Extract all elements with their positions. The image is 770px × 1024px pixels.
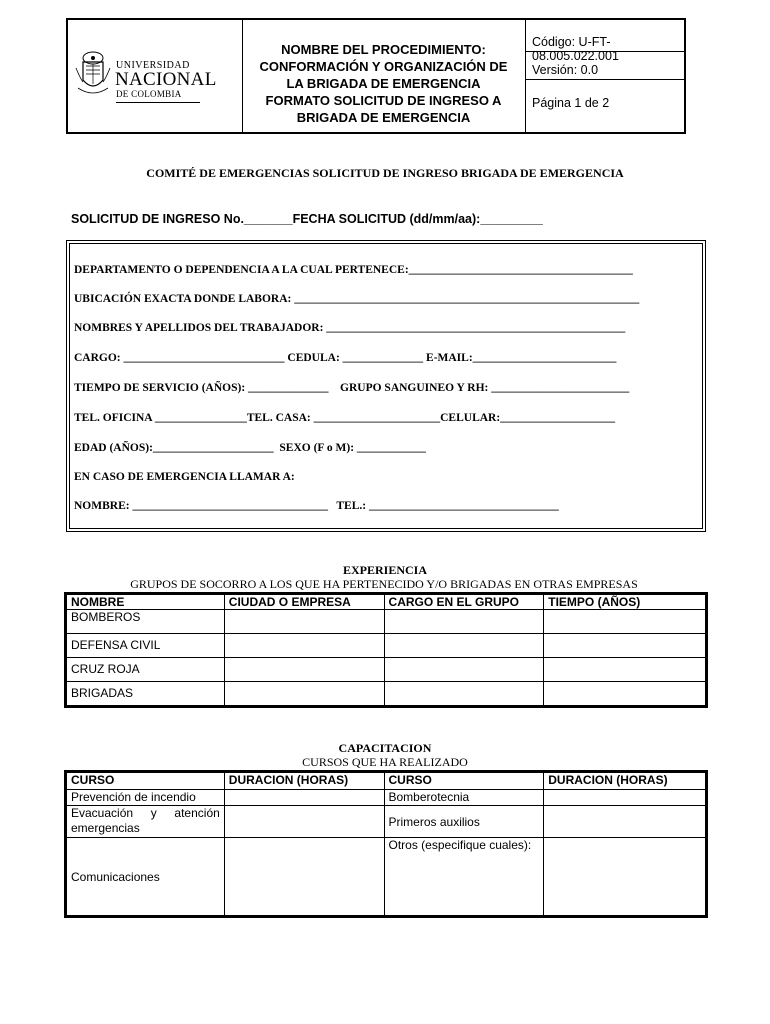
logo-rule: [116, 102, 200, 103]
course-communications: Comunicaciones: [67, 838, 225, 916]
field-position-id-email[interactable]: CARGO: ____________________________ CEDULA: ______________ E-MAIL:_________________________: [74, 352, 617, 364]
table-cell[interactable]: [544, 658, 706, 682]
table-cell[interactable]: [384, 682, 544, 706]
field-emergency-contact[interactable]: NOMBRE: __________________________________ TEL.: _________________________________: [74, 500, 559, 512]
col-header-course: CURSO: [67, 773, 225, 790]
table-cell[interactable]: [544, 682, 706, 706]
course-firefighting: Bomberotecnia: [384, 790, 544, 806]
document-meta-cell: [526, 20, 684, 132]
table-row: [67, 658, 706, 682]
table-cell[interactable]: [544, 838, 706, 916]
logo-cell: [68, 20, 243, 132]
request-number-date-line: SOLICITUD DE INGRESO No._______FECHA SOLICITUD (dd/mm/aa):_________: [71, 212, 543, 226]
col-header-name: NOMBRE: [67, 595, 225, 610]
course-evacuation: Evacuación y atención emergencias: [67, 806, 225, 838]
logo-line-nacional: NACIONAL: [115, 69, 217, 90]
course-other-specify: Otros (especifique cuales):: [384, 838, 544, 916]
table-cell[interactable]: [224, 682, 384, 706]
table-cell[interactable]: [544, 610, 706, 634]
document-version: Versión: 0.0: [526, 52, 684, 80]
course-fire-prevention: Prevención de incendio: [67, 790, 225, 806]
experience-table: [66, 594, 706, 706]
table-cell[interactable]: [224, 610, 384, 634]
col-header-course-2: CURSO: [384, 773, 544, 790]
col-header-duration: DURACION (HORAS): [224, 773, 384, 790]
procedure-title-cell: [242, 20, 526, 132]
field-age-sex[interactable]: EDAD (AÑOS):_____________________ SEXO (F o M): ____________: [74, 442, 426, 454]
committee-title: COMITÉ DE EMERGENCIAS SOLICITUD DE INGRESO BRIGADA DE EMERGENCIA: [146, 166, 624, 180]
row-label-defensa-civil: DEFENSA CIVIL: [67, 634, 225, 658]
university-seal-icon: [74, 48, 112, 100]
logo-line-de-colombia: DE COLOMBIA: [116, 89, 182, 99]
table-cell[interactable]: [224, 658, 384, 682]
document-header: [66, 18, 686, 134]
personal-data-box: [66, 240, 706, 532]
table-cell[interactable]: [224, 838, 384, 916]
field-service-blood-type[interactable]: TIEMPO DE SERVICIO (AÑOS): ______________ GRUPO SANGUINEO Y RH: ________________________: [74, 382, 630, 394]
table-row: [67, 634, 706, 658]
table-cell[interactable]: [384, 610, 544, 634]
field-phones[interactable]: TEL. OFICINA ________________TEL. CASA: ______________________CELULAR:____________________: [74, 412, 616, 424]
col-header-duration-2: DURACION (HORAS): [544, 773, 706, 790]
table-cell[interactable]: [544, 806, 706, 838]
col-header-role: CARGO EN EL GRUPO: [384, 595, 544, 610]
table-row: [67, 682, 706, 706]
title-line: FORMATO SOLICITUD DE INGRESO A: [265, 92, 502, 108]
table-row: [67, 838, 706, 916]
training-title: CAPACITACION: [338, 741, 432, 755]
table-header-row: [67, 773, 706, 790]
experience-subtitle: GRUPOS DE SOCORRO A LOS QUE HA PERTENECIDO Y/O BRIGADAS EN OTRAS EMPRESAS: [130, 577, 638, 591]
field-full-name[interactable]: NOMBRES Y APELLIDOS DEL TRABAJADOR: ____________________________________________________: [74, 322, 626, 334]
table-cell[interactable]: [224, 806, 384, 838]
table-cell[interactable]: [224, 790, 384, 806]
title-line: BRIGADA DE EMERGENCIA: [296, 109, 471, 125]
table-cell[interactable]: [384, 658, 544, 682]
training-subtitle: CURSOS QUE HA REALIZADO: [302, 755, 468, 769]
field-department[interactable]: DEPARTAMENTO O DEPENDENCIA A LA CUAL PERTENECE:_______________________________________: [74, 264, 633, 276]
row-label-cruz-roja: CRUZ ROJA: [67, 658, 225, 682]
document-code: Código: U-FT-08.005.022.001: [526, 20, 684, 52]
table-row: [67, 610, 706, 634]
col-header-city-company: CIUDAD O EMPRESA: [224, 595, 384, 610]
logo-line-universidad: UNIVERSIDAD: [116, 60, 190, 71]
title-line: CONFORMACIÓN Y ORGANIZACIÓN DE: [259, 58, 508, 74]
document-page: Página 1 de 2: [532, 96, 610, 110]
table-header-row: [67, 595, 706, 610]
title-line: NOMBRE DEL PROCEDIMIENTO:: [281, 41, 486, 57]
emergency-contact-heading: EN CASO DE EMERGENCIA LLAMAR A:: [74, 471, 295, 483]
col-header-years: TIEMPO (AÑOS): [544, 595, 706, 610]
course-first-aid: Primeros auxilios: [384, 806, 544, 838]
row-label-bomberos: BOMBEROS: [67, 610, 225, 634]
table-cell[interactable]: [544, 790, 706, 806]
field-work-location[interactable]: UBICACIÓN EXACTA DONDE LABORA: ____________________________________________________________: [74, 293, 640, 305]
experience-title: EXPERIENCIA: [342, 563, 427, 577]
table-row: [67, 790, 706, 806]
title-line: LA BRIGADA DE EMERGENCIA: [286, 75, 481, 91]
row-label-brigadas: BRIGADAS: [67, 682, 225, 706]
table-cell[interactable]: [544, 634, 706, 658]
table-cell[interactable]: [224, 634, 384, 658]
training-table: [66, 772, 706, 916]
table-cell[interactable]: [384, 634, 544, 658]
table-row: [67, 806, 706, 838]
